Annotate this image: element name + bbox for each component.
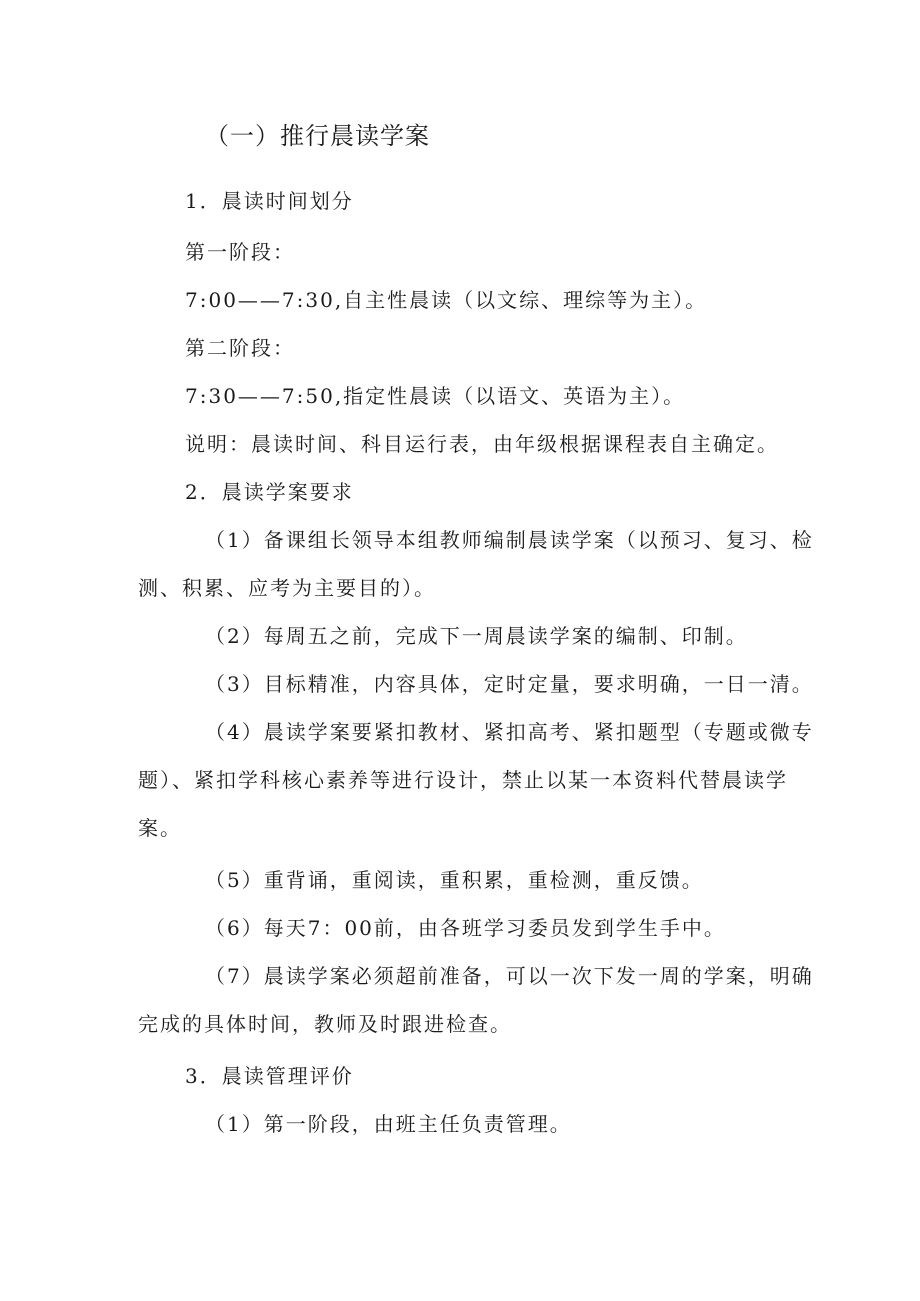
- requirement-3: （3）目标精准，内容具体，定时定量，要求明确，一日一清。: [205, 672, 814, 696]
- heading-1: 1．晨读时间划分: [185, 189, 354, 213]
- requirement-4-line-1: （4）晨读学案要紧扣教材、紧扣高考、紧扣题型（专题或微专: [205, 720, 814, 744]
- section-title: （一）推行晨读学案: [205, 122, 430, 150]
- requirement-4-line-2: 题）、紧扣学科核心素养等进行设计，禁止以某一本资料代替晨读学: [138, 768, 788, 792]
- requirement-4-line-3: 案。: [138, 816, 182, 840]
- management-1: （1）第一阶段，由班主任负责管理。: [205, 1112, 572, 1136]
- stage2-label: 第二阶段：: [185, 336, 295, 360]
- requirement-7-line-2: 完成的具体时间，教师及时跟进检查。: [138, 1012, 512, 1036]
- requirement-1-line-1: （1）备课组长领导本组教师编制晨读学案（以预习、复习、检: [205, 528, 814, 552]
- requirement-5: （5）重背诵，重阅读，重积累，重检测，重反馈。: [205, 868, 704, 892]
- heading-2: 2．晨读学案要求: [185, 480, 354, 504]
- requirement-1-line-2: 测、积累、应考为主要目的）。: [138, 576, 436, 600]
- requirement-6: （6）每天7：00前，由各班学习委员发到学生手中。: [205, 916, 726, 940]
- stage1-text: 7:00——7:30,自主性晨读（以文综、理综等为主）。: [185, 288, 708, 312]
- requirement-2: （2）每周五之前，完成下一周晨读学案的编制、印制。: [205, 624, 748, 648]
- note-paragraph: 说明：晨读时间、科目运行表，由年级根据课程表自主确定。: [185, 432, 779, 456]
- stage1-label: 第一阶段：: [185, 240, 295, 264]
- stage2-text: 7:30——7:50,指定性晨读（以语文、英语为主）。: [185, 384, 686, 408]
- heading-3: 3．晨读管理评价: [185, 1064, 354, 1088]
- requirement-7-line-1: （7）晨读学案必须超前准备，可以一次下发一周的学案，明确: [205, 964, 814, 988]
